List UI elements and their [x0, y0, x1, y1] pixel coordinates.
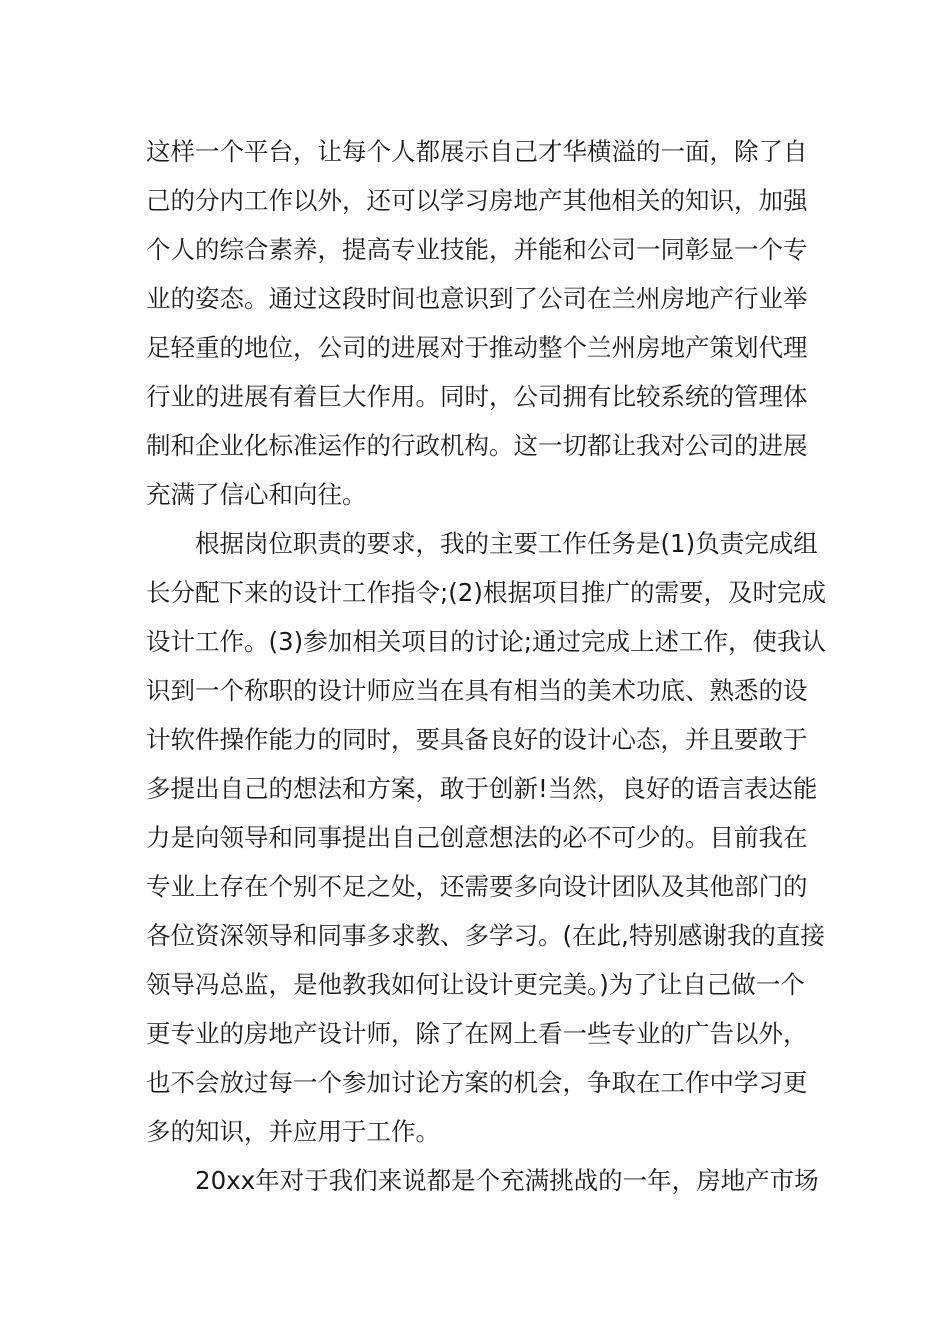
body-text — [146, 127, 826, 1205]
text-line: 这样一个平台，让每个人都展示自己才华横溢的一面，除了自 — [146, 137, 808, 166]
text-line: 长分配下来的设计工作指令;(2)根据项目推广的需要，及时完成 — [146, 578, 826, 607]
text-line: 充满了信心和向往。 — [146, 480, 367, 509]
text-line: 力是向领导和同事提出自己创意想法的必不可少的。目前我在 — [146, 823, 808, 852]
text-line: 专业上存在个别不足之处，还需要多向设计团队及其他部门的 — [146, 872, 808, 901]
paragraph-start-line: 根据岗位职责的要求，我的主要工作任务是(1)负责完成组 — [195, 529, 818, 558]
text-line: 个人的综合素养，提高专业技能，并能和公司一同彰显一个专 — [146, 235, 808, 264]
text-line: 设计工作。(3)参加相关项目的讨论;通过完成上述工作，使我认 — [146, 627, 826, 656]
text-line: 己的分内工作以外，还可以学习房地产其他相关的知识，加强 — [146, 186, 808, 215]
text-line: 计软件操作能力的同时，要具备良好的设计心态，并且要敢于 — [146, 725, 808, 754]
text-line: 多的知识，并应用于工作。 — [146, 1117, 440, 1146]
paragraph-start-line: 20xx年对于我们来说都是个充满挑战的一年，房地产市场 — [195, 1166, 819, 1195]
text-line: 多提出自己的想法和方案，敢于创新!当然，良好的语言表达能 — [146, 774, 818, 803]
text-line: 领导冯总监，是他教我如何让设计更完美。)为了让自己做一个 — [146, 970, 805, 999]
text-line: 也不会放过每一个参加讨论方案的机会，争取在工作中学习更 — [146, 1068, 808, 1097]
text-line: 行业的进展有着巨大作用。同时，公司拥有比较系统的管理体 — [146, 382, 808, 411]
text-line: 更专业的房地产设计师，除了在网上看一些专业的广告以外， — [146, 1019, 808, 1048]
text-line: 足轻重的地位，公司的进展对于推动整个兰州房地产策划代理 — [146, 333, 808, 362]
text-line: 业的姿态。通过这段时间也意识到了公司在兰州房地产行业举 — [146, 284, 808, 313]
text-line: 各位资深领导和同事多求教、多学习。(在此,特别感谢我的直接 — [146, 921, 825, 950]
text-line: 制和企业化标准运作的行政机构。这一切都让我对公司的进展 — [146, 431, 808, 460]
text-line: 识到一个称职的设计师应当在具有相当的美术功底、熟悉的设 — [146, 676, 808, 705]
